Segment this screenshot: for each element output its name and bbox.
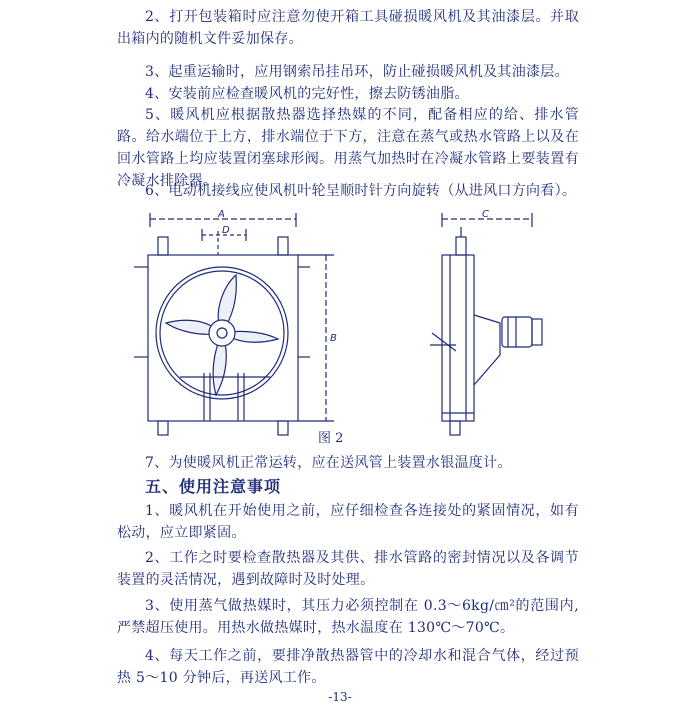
dim-label-b: B bbox=[330, 333, 337, 344]
heater-schematic bbox=[120, 205, 580, 450]
dim-label-d: D bbox=[222, 225, 230, 236]
usage-item-4: 4、每天工作之前，要排净散热器管中的冷却水和混合气体，经过预热 5～10 分钟后，再送风工作。 bbox=[117, 648, 579, 686]
paragraph-6: 6、电动机接线应使风机叶轮呈顺时针方向旋转（从进风口方向看）。 bbox=[145, 183, 577, 199]
figure-2-drawing bbox=[120, 205, 580, 450]
page-number: -13- bbox=[328, 690, 352, 704]
paragraph-7: 7、为使暖风机正常运转，应在送风管上装置水银温度计。 bbox=[145, 455, 512, 471]
usage-item-1: 1、暖风机在开始使用之前，应仔细检查各连接处的紧固情况，如有松动，应立即紧固。 bbox=[117, 503, 579, 541]
dim-label-c: C bbox=[482, 209, 489, 220]
paragraph-3: 3、起重运输时，应用钢索吊挂吊环，防止碰损暖风机及其油漆层。 bbox=[145, 64, 569, 80]
section-heading: 五、使用注意事项 bbox=[145, 477, 282, 496]
paragraph-5: 5、暖风机应根据散热器选择热媒的不同，配备相应的给、排水管路。给水端位于上方，排水端位于下方，注意在蒸气或热水管路上以及在回水管路上均应装置闭塞球形阀。用蒸气加热时在冷凝水管路上要装置有冷凝水排除器。 bbox=[117, 107, 579, 189]
usage-item-3: 3、使用蒸气做热媒时，其压力必须控制在 0.3～6kg/㎝²的范围内,严禁超压使用。用热水做热媒时，热水温度在 130℃～70℃。 bbox=[117, 598, 579, 636]
paragraph-4: 4、安装前应检查暖风机的完好性，擦去防锈油脂。 bbox=[145, 86, 469, 102]
dim-label-a: A bbox=[218, 209, 225, 220]
usage-item-2: 2、工作之时要检查散热器及其供、排水管路的密封情况以及各调节装置的灵活情况，遇到故障时及时处理。 bbox=[117, 550, 579, 588]
figure-caption: 图 2 bbox=[318, 431, 344, 446]
paragraph-2: 2、打开包装箱时应注意勿使开箱工具碰损暖风机及其油漆层。并取出箱内的随机文件妥加保存。 bbox=[117, 9, 579, 47]
